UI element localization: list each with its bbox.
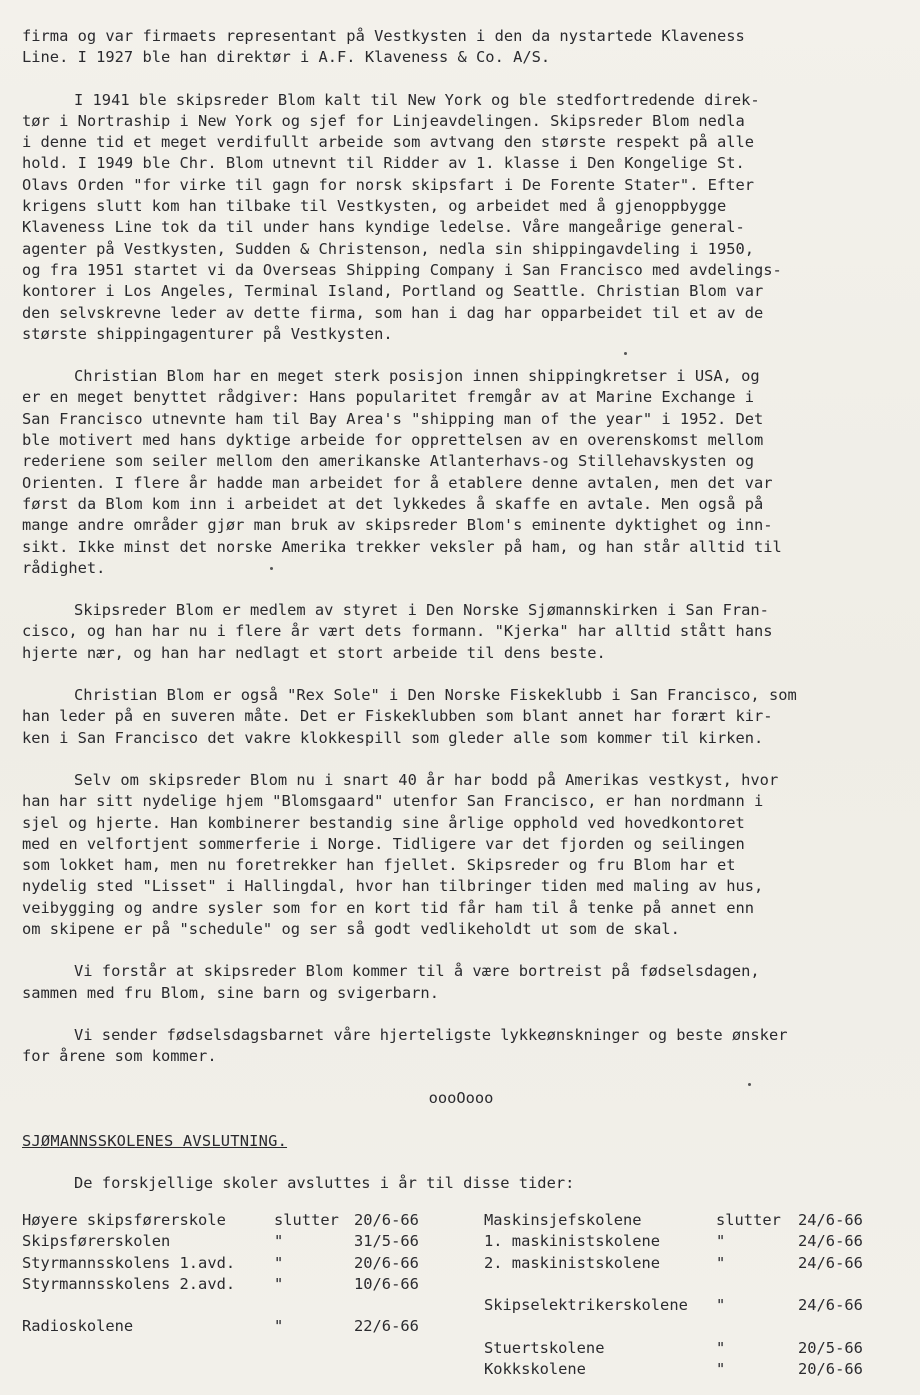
schedule-row bbox=[22, 1210, 452, 1231]
ditto-slutter: slutter bbox=[716, 1211, 781, 1229]
text-line: I 1941 ble skipsreder Blom kalt til New York og ble stedfortredende direk- bbox=[74, 90, 760, 109]
text-line: cisco, og han har nu i flere år vært dets formann. "Kjerka" har alltid stått hans bbox=[22, 622, 773, 641]
text-line: tør i Nortraship i New York og sjef for Linjeavdelingen. Skipsreder Blom nedla bbox=[22, 111, 745, 130]
end-date: 24/6-66 bbox=[798, 1211, 863, 1229]
ink-speck bbox=[624, 352, 627, 355]
text-line: om skipene er på "schedule" og ser så godt vedlikeholdt ut som de skal. bbox=[22, 919, 680, 938]
schedule-row bbox=[22, 1253, 452, 1274]
text-line: først da Blom kom inn i arbeidet at det lykkedes å skaffe en avtale. Men også på bbox=[22, 494, 764, 513]
text-line: ble motivert med hans dyktige arbeide for opprettelsen av en overenskomst mellom bbox=[22, 431, 764, 450]
text-line: største shippingagenturer på Vestkysten. bbox=[22, 324, 393, 343]
intro-line: De forskjellige skoler avsluttes i år til disse tider: bbox=[74, 1174, 575, 1193]
school-name: Radioskolene bbox=[22, 1317, 134, 1336]
school-name: Maskinsjefskolene bbox=[484, 1211, 642, 1229]
schedule-left-column bbox=[22, 1210, 452, 1338]
schedule-row bbox=[484, 1359, 904, 1380]
text-line: han leder på en suveren måte. Det er Fiskeklubben som blant annet har forært kir- bbox=[22, 707, 773, 726]
paragraph-gap bbox=[22, 1110, 900, 1131]
text-line: krigens slutt kom han tilbake til Vestkysten, og arbeidet med å gjenoppbygge bbox=[22, 197, 727, 216]
ditto-slutter: " bbox=[716, 1360, 726, 1379]
school-name: 1. maskinistskolene bbox=[484, 1232, 661, 1251]
school-name: Skipselektrikerskolene bbox=[484, 1296, 688, 1315]
ditto-slutter: " bbox=[716, 1253, 726, 1272]
ditto-slutter: slutter bbox=[274, 1211, 339, 1229]
ditto-slutter: " bbox=[716, 1296, 726, 1315]
ink-speck bbox=[270, 567, 273, 570]
text-line: firma og var firmaets representant på Vestkysten i den da nystartede Klaveness bbox=[22, 27, 745, 45]
text-line: ken i San Francisco det vakre klokkespill som gleder alle som kommer til kirken. bbox=[22, 728, 764, 747]
text-line: rederiene som seiler mellom den amerikanske Atlanterhavs-og Stillehavskysten og bbox=[22, 452, 755, 471]
text-line: med en velfortjent sommerferie i Norge. Tidligere var det fjorden og seilingen bbox=[22, 834, 745, 853]
text-line: Olavs Orden "for virke til gagn for norsk skipsfart i De Forente Stater". Efter bbox=[22, 175, 755, 194]
school-name: Høyere skipsførerskole bbox=[22, 1211, 226, 1229]
school-name: Stuertskolene bbox=[484, 1338, 605, 1357]
end-date: 22/6-66 bbox=[354, 1317, 419, 1336]
text-line: hold. I 1949 ble Chr. Blom utnevnt til Ridder av 1. klasse i Den Kongelige St. bbox=[22, 154, 745, 173]
ditto-slutter: " bbox=[716, 1338, 726, 1357]
text-line: sjel og hjerte. Han kombinerer bestandig sine årlige opphold ved hovedkontoret bbox=[22, 813, 745, 832]
text-line: Orienten. I flere år hadde man arbeidet for å etablere denne avtalen, men det var bbox=[22, 473, 773, 492]
paragraph bbox=[22, 366, 900, 579]
ditto-slutter: " bbox=[274, 1317, 284, 1336]
paragraph-gap bbox=[22, 345, 900, 366]
schedule-spacer bbox=[484, 1274, 904, 1295]
text-line: veibygging og andre sysler som for en kort tid får ham til å tenke på annet enn bbox=[22, 898, 755, 917]
text-line: sammen med fru Blom, sine barn og svigerbarn. bbox=[22, 983, 439, 1002]
separator-ornament: oooOooo bbox=[428, 1089, 494, 1108]
schedule-row bbox=[484, 1253, 904, 1274]
school-name: Skipsførerskolen bbox=[22, 1232, 171, 1251]
text-line: den selvskrevne leder av dette firma, som han i dag har opparbeidet til et av de bbox=[22, 303, 764, 322]
paragraph bbox=[22, 1025, 900, 1068]
text-line: for årene som kommer. bbox=[22, 1047, 217, 1066]
document-body bbox=[22, 26, 900, 1194]
text-line: rådighet. bbox=[22, 558, 106, 577]
schedule-spacer bbox=[22, 1295, 452, 1316]
school-name: Styrmannsskolens 1.avd. bbox=[22, 1253, 236, 1272]
text-line: hjerte nær, og han har nedlagt et stort arbeide til dens beste. bbox=[22, 643, 606, 662]
text-line: Vi sender fødselsdagsbarnet våre hjerteligste lykkeønskninger og beste ønsker bbox=[74, 1025, 788, 1044]
end-date: 20/6-66 bbox=[798, 1360, 863, 1379]
ditto-slutter: " bbox=[274, 1274, 284, 1293]
text-line: Klaveness Line tok da til under hans kyndige ledelse. Våre mangeårige general- bbox=[22, 218, 745, 237]
text-line: er en meget benyttet rådgiver: Hans popularitet fremgår av at Marine Exchange i bbox=[22, 388, 755, 407]
schedule-row bbox=[484, 1295, 904, 1316]
ditto-slutter: " bbox=[274, 1232, 284, 1251]
text-line: kontorer i Los Angeles, Terminal Island, Portland og Seattle. Christian Blom var bbox=[22, 282, 764, 301]
text-line: mange andre områder gjør man bruk av skipsreder Blom's eminente dyktighet og inn- bbox=[22, 516, 773, 535]
paragraph-gap bbox=[22, 1152, 900, 1173]
paragraph-gap bbox=[22, 579, 900, 600]
paragraph-gap bbox=[22, 69, 900, 90]
text-line: han har sitt nydelige hjem "Blomsgaard" utenfor San Francisco, er han nordmann i bbox=[22, 792, 764, 811]
ditto-slutter: " bbox=[716, 1232, 726, 1251]
schedule-row bbox=[484, 1231, 904, 1252]
paragraph bbox=[22, 90, 900, 346]
text-line: Line. I 1927 ble han direktør i A.F. Klaveness & Co. A/S. bbox=[22, 48, 551, 67]
schedule-row bbox=[22, 1316, 452, 1337]
school-name: Kokkskolene bbox=[484, 1360, 586, 1379]
ink-speck bbox=[748, 1083, 751, 1086]
section-heading: SJØMANNSSKOLENES AVSLUTNING. bbox=[22, 1131, 288, 1150]
end-date: 31/5-66 bbox=[354, 1232, 419, 1251]
text-line: agenter på Vestkysten, Sudden & Christenson, nedla sin shippingavdeling i 1950, bbox=[22, 239, 755, 258]
end-date: 10/6-66 bbox=[354, 1274, 419, 1293]
paragraph bbox=[22, 26, 900, 69]
text-line: San Francisco utnevnte ham til Bay Area's "shipping man of the year" i 1952. Det bbox=[22, 409, 764, 428]
text-line: Christian Blom er også "Rex Sole" i Den Norske Fiskeklubb i San Francisco, som bbox=[74, 686, 797, 705]
text-line: sikt. Ikke minst det norske Amerika trekker veksler på ham, og han står alltid til bbox=[22, 537, 782, 556]
schedule-spacer bbox=[484, 1316, 904, 1337]
schedule-row bbox=[484, 1210, 904, 1231]
paragraph-gap bbox=[22, 940, 900, 961]
schedule-row bbox=[484, 1338, 904, 1359]
text-line: nydelig sted "Lisset" i Hallingdal, hvor han tilbringer tiden med maling av hus, bbox=[22, 877, 764, 896]
paragraph-gap bbox=[22, 749, 900, 770]
end-date: 24/6-66 bbox=[798, 1296, 863, 1315]
paragraph-gap bbox=[22, 1004, 900, 1025]
end-date: 24/6-66 bbox=[798, 1232, 863, 1251]
schedule-row bbox=[22, 1274, 452, 1295]
schedule-row bbox=[22, 1231, 452, 1252]
paragraph bbox=[22, 770, 900, 940]
paragraph bbox=[22, 961, 900, 1004]
end-date: 20/6-66 bbox=[354, 1253, 419, 1272]
text-line: Skipsreder Blom er medlem av styret i Den Norske Sjømannskirken i San Fran- bbox=[74, 601, 769, 620]
paragraph-gap bbox=[22, 1067, 900, 1088]
text-line: og fra 1951 startet vi da Overseas Shipping Company i San Francisco med avdelings- bbox=[22, 260, 782, 279]
paragraph-gap bbox=[22, 664, 900, 685]
school-name: 2. maskinistskolene bbox=[484, 1253, 661, 1272]
end-date: 20/6-66 bbox=[354, 1211, 419, 1229]
text-line: Christian Blom har en meget sterk posisjon innen shippingkretser i USA, og bbox=[74, 367, 760, 386]
text-line: Selv om skipsreder Blom nu i snart 40 år har bodd på Amerikas vestkyst, hvor bbox=[74, 770, 779, 789]
paragraph bbox=[22, 600, 900, 664]
text-line: Vi forstår at skipsreder Blom kommer til å være bortreist på fødselsdagen, bbox=[74, 962, 760, 981]
paragraph bbox=[22, 685, 900, 749]
schedule-right-column bbox=[484, 1210, 904, 1380]
end-date: 20/5-66 bbox=[798, 1338, 863, 1357]
end-date: 24/6-66 bbox=[798, 1253, 863, 1272]
text-line: som lokket ham, men nu foretrekker han fjellet. Skipsreder og fru Blom har et bbox=[22, 856, 736, 875]
ditto-slutter: " bbox=[274, 1253, 284, 1272]
school-name: Styrmannsskolens 2.avd. bbox=[22, 1274, 236, 1293]
text-line: i denne tid et meget verdifullt arbeide som avtvang den største respekt på alle bbox=[22, 133, 755, 152]
